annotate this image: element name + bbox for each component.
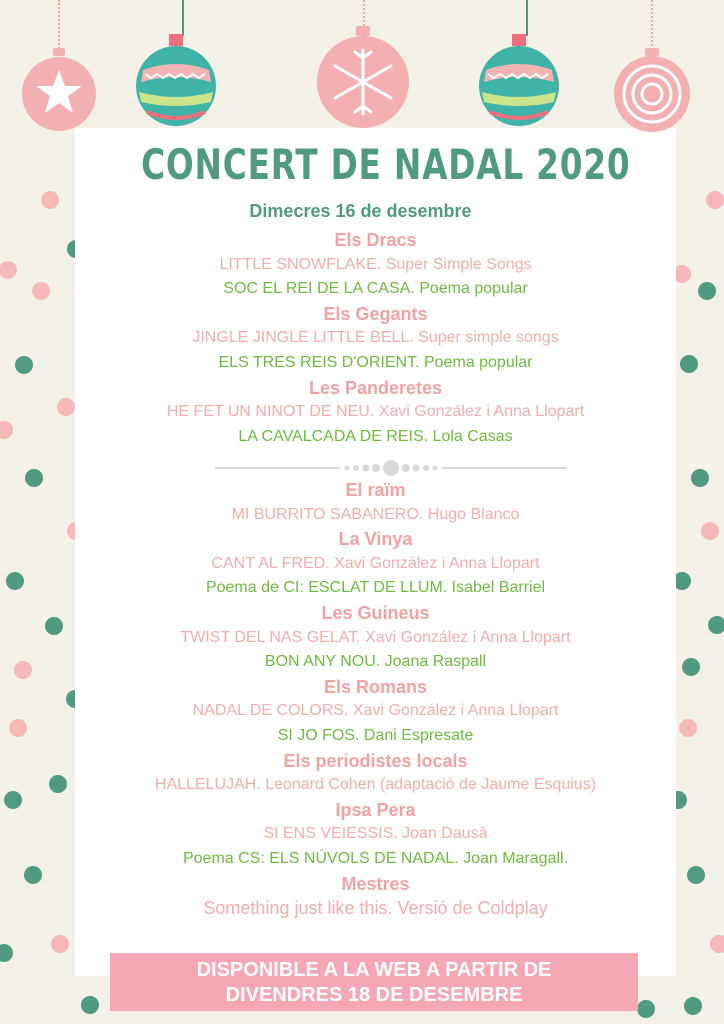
star-ornament-icon <box>20 44 98 132</box>
program-item: HE FET UN NINOT DE NEU. Xavi González i Anna Llopart <box>166 403 585 421</box>
group-name: Les Panderetes <box>308 377 443 398</box>
program-item: LA CAVALCADA DE REIS. Lola Casas <box>238 427 513 445</box>
polka-dot <box>0 944 13 962</box>
program-part-1 <box>75 228 676 449</box>
polka-dot <box>0 421 13 439</box>
group-name: La Vinya <box>338 529 413 550</box>
group-name: Les Guineus <box>321 602 430 623</box>
program-item: Poema de CI: ESCLAT DE LLUM. Isabel Barriel <box>205 579 546 597</box>
polka-dot <box>679 719 697 737</box>
teal-bauble-icon <box>478 30 560 130</box>
program-item: ELS TRES REIS D'ORIENT. Poema popular <box>218 353 533 371</box>
polka-dot <box>710 935 724 953</box>
polka-dot <box>4 791 22 809</box>
polka-dot <box>637 1000 655 1018</box>
program-item: JINGLE JINGLE LITTLE BELL. Super simple songs <box>192 329 559 347</box>
program-item: HALLELUJAH. Leonard Cohen (adaptació de Jaume Esquius) <box>154 776 597 794</box>
concert-title: CONCERT DE NADAL 2020 <box>141 140 631 189</box>
polka-dot <box>706 191 724 209</box>
polka-dot <box>9 719 27 737</box>
polka-dot <box>41 191 59 209</box>
polka-dot <box>45 617 63 635</box>
polka-dot <box>684 997 702 1015</box>
program-item: BON ANY NOU. Joana Raspall <box>264 653 487 671</box>
availability-banner <box>110 953 638 1011</box>
program-item: SOC EL REI DE LA CASA. Poema popular <box>223 280 528 298</box>
polka-dot <box>51 935 69 953</box>
polka-dot <box>32 282 50 300</box>
group-name: Els Romans <box>323 676 428 697</box>
concert-date: Dimecres 16 de desembre <box>249 201 472 221</box>
polka-dot <box>701 522 719 540</box>
program-item: LITTLE SNOWFLAKE. Super Simple Songs <box>219 255 532 273</box>
group-name: Els Dracs <box>334 230 417 250</box>
program-part-2 <box>75 478 676 921</box>
target-ornament-icon <box>612 44 692 134</box>
group-name: Els periodistes locals <box>283 750 468 771</box>
group-name: El raïm <box>345 480 406 500</box>
program-item: NADAL DE COLORS. Xavi González i Anna Llopart <box>192 702 559 720</box>
polka-dot <box>25 469 43 487</box>
group-name: Ipsa Pera <box>335 799 416 820</box>
polka-dot <box>49 775 67 793</box>
program-item: Something just like this. Versió de Coldplay <box>203 898 548 919</box>
polka-dot <box>682 658 700 676</box>
banner-line-2: DIVENDRES 18 DE DESEMBRE <box>225 984 523 1006</box>
banner-line-1: DISPONIBLE A LA WEB A PARTIR DE <box>196 959 552 981</box>
program-item: TWIST DEL NAS GELAT. Xavi González i Anna Llopart <box>180 628 571 646</box>
program-item: CANT AL FRED. Xavi González i Anna Llopart <box>211 554 540 572</box>
polka-dot <box>0 261 17 279</box>
polka-dot <box>24 866 42 884</box>
polka-dot <box>15 356 33 374</box>
program-item: SI ENS VEIESSIS. Joan Dausà <box>263 825 488 843</box>
program-item: MI BURRITO SABANERO. Hugo Blanco <box>231 505 520 523</box>
polka-dot <box>14 661 32 679</box>
polka-dot <box>6 572 24 590</box>
polka-dot <box>81 996 99 1014</box>
divider-ornament <box>215 458 567 478</box>
ornament-string <box>651 0 653 50</box>
polka-dot <box>708 616 724 634</box>
polka-dot <box>691 469 709 487</box>
group-name: Mestres <box>341 873 410 894</box>
group-name: Els Gegants <box>323 303 428 324</box>
polka-dot <box>698 282 716 300</box>
snowflake-ornament-icon <box>315 22 411 134</box>
polka-dot <box>680 355 698 373</box>
teal-bauble-icon <box>135 30 217 130</box>
program-item: Poema CS: ELS NÚVOLS DE NADAL. Joan Maragall. <box>182 849 569 867</box>
program-item: SI JO FOS. Dani Espresate <box>277 726 474 744</box>
polka-dot <box>57 398 75 416</box>
polka-dot <box>687 866 705 884</box>
